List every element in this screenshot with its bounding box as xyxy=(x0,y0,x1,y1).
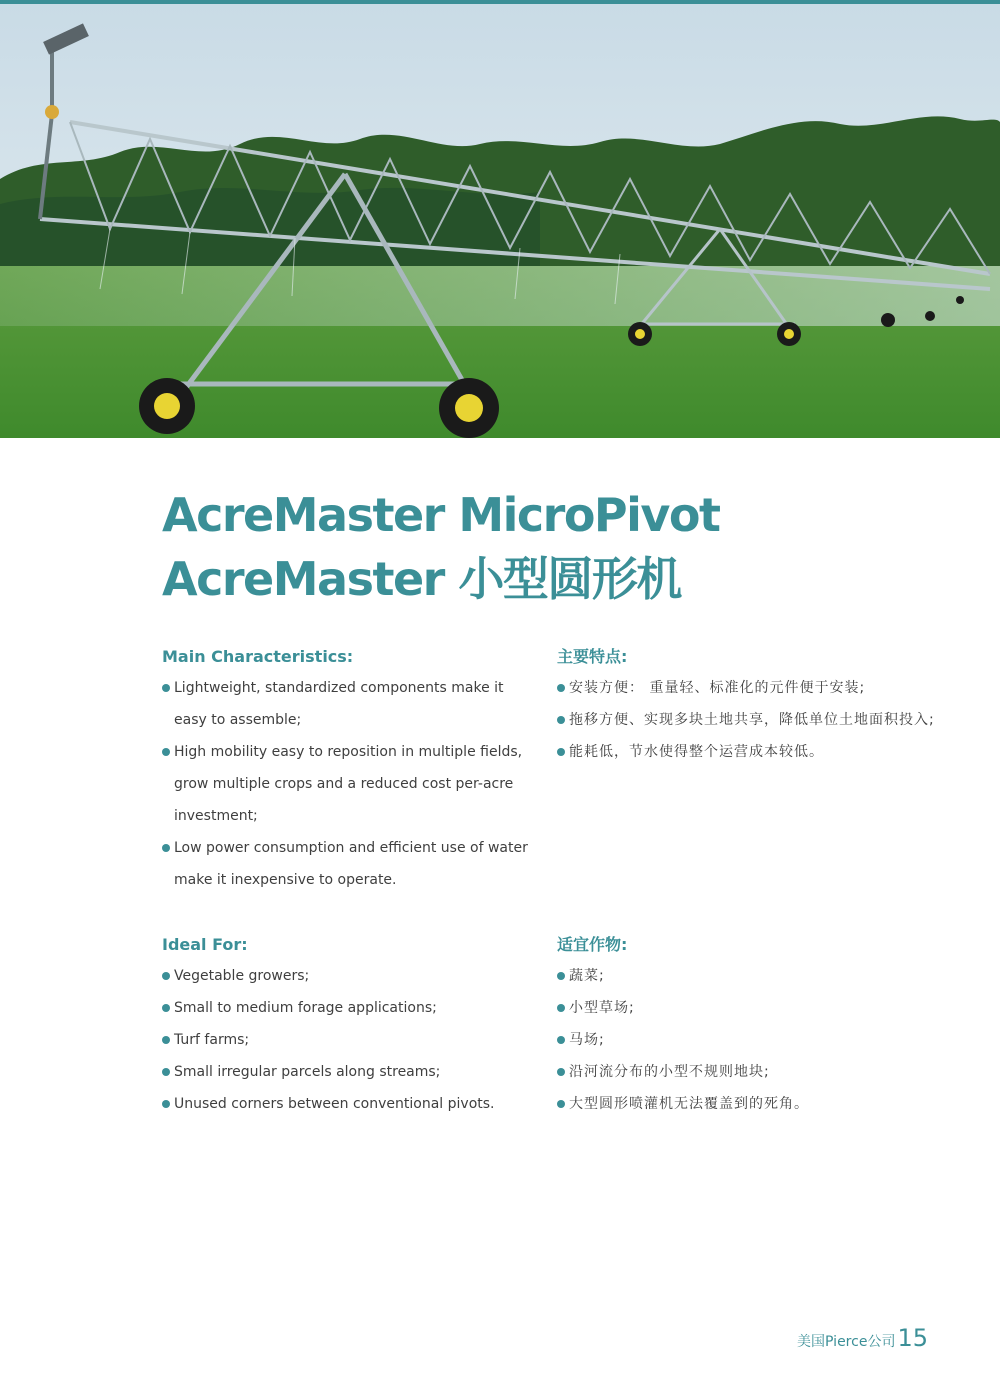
page-number: 15 xyxy=(897,1324,928,1352)
list-item: 大型圆形喷灌机无法覆盖到的死角。 xyxy=(557,1088,937,1120)
ideal-list-en xyxy=(162,960,532,1120)
list-item: Low power consumption and efficient use of water make it inexpensive to operate. xyxy=(162,832,532,896)
list-item: Small to medium forage applications; xyxy=(162,992,532,1024)
characteristics-list-zh xyxy=(557,672,937,768)
title-english: AcreMaster MicroPivot xyxy=(162,488,720,542)
list-item: 沿河流分布的小型不规则地块; xyxy=(557,1056,937,1088)
characteristics-heading-zh: 主要特点: xyxy=(557,647,628,666)
hero-photo xyxy=(0,4,1000,438)
list-item: Vegetable growers; xyxy=(162,960,532,992)
list-item: 蔬菜; xyxy=(557,960,937,992)
list-item: High mobility easy to reposition in multiple fields, grow multiple crops and a reduced cost per-acre investment; xyxy=(162,736,532,832)
list-item: 拖移方便、实现多块土地共享，降低单位土地面积投入; xyxy=(557,704,937,736)
footer-brand: 美国Pierce公司 xyxy=(797,1334,896,1350)
ideal-heading-zh: 适宜作物: xyxy=(557,935,628,954)
ideal-list-zh xyxy=(557,960,937,1120)
list-item: Lightweight, standardized components make it easy to assemble; xyxy=(162,672,532,736)
title-chinese: AcreMaster 小型圆形机 xyxy=(162,552,681,606)
characteristics-list-en xyxy=(162,672,532,896)
page-footer xyxy=(797,1326,928,1350)
list-item: 小型草场; xyxy=(557,992,937,1024)
list-item: Turf farms; xyxy=(162,1024,532,1056)
list-item: 安装方便： 重量轻、标准化的元件便于安装; xyxy=(557,672,937,704)
list-item: Small irregular parcels along streams; xyxy=(162,1056,532,1088)
list-item: 能耗低，节水使得整个运营成本较低。 xyxy=(557,736,937,768)
ideal-heading-en: Ideal For: xyxy=(162,935,248,954)
characteristics-heading-en: Main Characteristics: xyxy=(162,647,354,666)
list-item: 马场; xyxy=(557,1024,937,1056)
list-item: Unused corners between conventional pivots. xyxy=(162,1088,532,1120)
